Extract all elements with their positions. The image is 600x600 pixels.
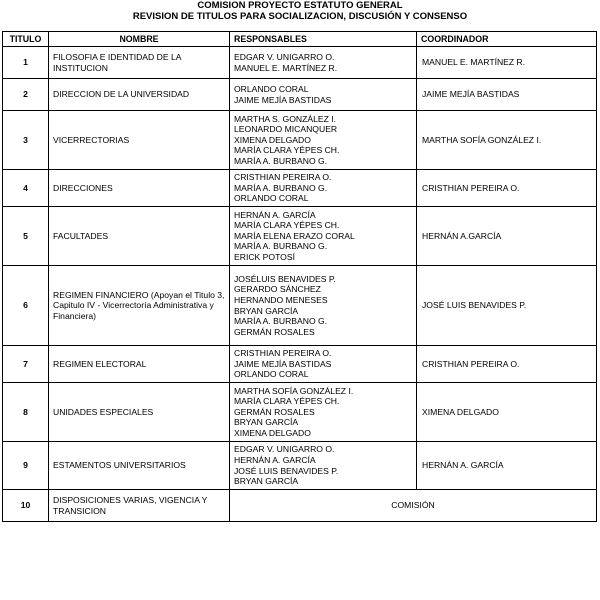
- header-coordinador: COORDINADOR: [417, 32, 597, 47]
- row-responsables: [230, 170, 417, 207]
- row-responsables: [230, 79, 417, 111]
- table-body: [3, 47, 597, 522]
- responsable-name: HERNÁN A. GARCÍA: [234, 454, 316, 465]
- row-coordinador: XIMENA DELGADO: [417, 383, 597, 442]
- row-name: DISPOSICIONES VARIAS, VIGENCIA Y TRANSICION: [49, 490, 230, 522]
- responsable-name: MARÍA A. BURBANO G.: [234, 182, 328, 193]
- row-coordinador: MARTHA SOFÍA GONZÁLEZ I.: [417, 111, 597, 170]
- row-number: 1: [3, 47, 49, 79]
- table-header-row: [3, 32, 597, 47]
- titles-table: [2, 31, 597, 522]
- responsable-name: CRISTHIAN PEREIRA O.: [234, 172, 332, 183]
- responsable-name: MARÍA A. BURBANO G.: [234, 316, 328, 327]
- responsable-name: MARTHA SOFÍA GONZÁLEZ I.: [234, 385, 354, 396]
- row-number: 6: [3, 266, 49, 346]
- row-number: 4: [3, 170, 49, 207]
- responsable-name: GERARDO SÁNCHEZ: [234, 284, 321, 295]
- row-responsables: [230, 111, 417, 170]
- row-coordinador: HERNÁN A.GARCÍA: [417, 207, 597, 266]
- responsable-name: LEONARDO MICANQUER: [234, 124, 338, 135]
- table-row: [3, 170, 597, 207]
- row-number: 8: [3, 383, 49, 442]
- table-row: [3, 346, 597, 383]
- row-responsables: [230, 266, 417, 346]
- responsable-name: MARÍA A. BURBANO G.: [234, 155, 328, 166]
- row-number: 3: [3, 111, 49, 170]
- row-coordinador: JOSÉ LUIS BENAVIDES P.: [417, 266, 597, 346]
- row-coordinador: CRISTHIAN PEREIRA O.: [417, 346, 597, 383]
- table-row: [3, 383, 597, 442]
- responsable-name: GERMÁN ROSALES: [234, 406, 315, 417]
- row-responsables: [230, 346, 417, 383]
- row-number: 9: [3, 442, 49, 490]
- table-row: [3, 111, 597, 170]
- responsable-name: JOSÉ LUIS BENAVIDES P.: [234, 465, 339, 476]
- row-responsables: [230, 442, 417, 490]
- row-name: ESTAMENTOS UNIVERSITARIOS: [49, 442, 230, 490]
- row-coordinador: JAIME MEJÍA BASTIDAS: [417, 79, 597, 111]
- responsable-name: MANUEL E. MARTÍNEZ R.: [234, 62, 338, 73]
- header-titulo: TITULO: [3, 32, 49, 47]
- table-row: [3, 266, 597, 346]
- responsable-name: MARÍA CLARA YÉPES CH.: [234, 220, 340, 231]
- document-heading: [0, 0, 600, 22]
- row-responsables: [230, 383, 417, 442]
- row-number: 10: [3, 490, 49, 522]
- responsable-name: ERICK POTOSÍ: [234, 251, 295, 262]
- row-coordinador: CRISTHIAN PEREIRA O.: [417, 170, 597, 207]
- row-name: DIRECCIONES: [49, 170, 230, 207]
- responsable-name: MARÍA A. BURBANO G.: [234, 241, 328, 252]
- row-number: 2: [3, 79, 49, 111]
- row-coordinador: HERNÁN A. GARCÍA: [417, 442, 597, 490]
- responsable-name: HERNANDO MENESES: [234, 294, 328, 305]
- responsable-name: JOSÉLUIS BENAVIDES P.: [234, 273, 336, 284]
- responsable-name: EDGAR V. UNIGARRO O.: [234, 51, 335, 62]
- row-coordinador: MANUEL E. MARTÍNEZ R.: [417, 47, 597, 79]
- row-name: DIRECCION DE LA UNIVERSIDAD: [49, 79, 230, 111]
- responsable-name: BRYAN GARCÍA: [234, 476, 299, 487]
- responsable-name: ORLANDO CORAL: [234, 193, 309, 204]
- row-number: 5: [3, 207, 49, 266]
- responsable-name: XIMENA DELGADO: [234, 134, 311, 145]
- responsable-name: HERNÁN A. GARCÍA: [234, 209, 316, 220]
- table-row: [3, 79, 597, 111]
- responsable-name: JAIME MEJÍA BASTIDAS: [234, 358, 332, 369]
- row-name: FACULTADES: [49, 207, 230, 266]
- responsable-name: JAIME MEJÍA BASTIDAS: [234, 94, 332, 105]
- row-responsables: [230, 47, 417, 79]
- responsable-name: CRISTHIAN PEREIRA O.: [234, 348, 332, 359]
- row-name: FILOSOFIA E IDENTIDAD DE LA INSTITUCION: [49, 47, 230, 79]
- responsable-name: EDGAR V. UNIGARRO O.: [234, 444, 335, 455]
- responsable-name: GERMÁN ROSALES: [234, 326, 315, 337]
- responsable-name: MARÍA ELENA ERAZO CORAL: [234, 230, 355, 241]
- document-subtitle: REVISION DE TITULOS PARA SOCIALIZACION, DISCUSIÓN Y CONSENSO: [132, 11, 468, 22]
- responsable-name: XIMENA DELGADO: [234, 427, 311, 438]
- header-responsables: RESPONSABLES: [230, 32, 417, 47]
- responsable-name: MARÍA CLARA YÉPES CH.: [234, 145, 340, 156]
- table-row-last: [3, 490, 597, 522]
- responsable-name: MARTHA S. GONZÁLEZ I.: [234, 113, 337, 124]
- row-name: REGIMEN FINANCIERO (Apoyan el Titulo 3, Capitulo IV - Vicerrectoría Administrativa y Financiera): [49, 266, 230, 346]
- responsable-name: MARÍA CLARA YÉPES CH.: [234, 396, 340, 407]
- table-row: [3, 47, 597, 79]
- row-responsables: [230, 207, 417, 266]
- header-nombre: NOMBRE: [49, 32, 230, 47]
- row-name: UNIDADES ESPECIALES: [49, 383, 230, 442]
- row-number: 7: [3, 346, 49, 383]
- responsable-name: BRYAN GARCÍA: [234, 417, 299, 428]
- responsable-name: ORLANDO CORAL: [234, 83, 309, 94]
- row-name: VICERRECTORIAS: [49, 111, 230, 170]
- row-name: REGIMEN ELECTORAL: [49, 346, 230, 383]
- table-row: [3, 442, 597, 490]
- table-row: [3, 207, 597, 266]
- document-title: COMISION PROYECTO ESTATUTO GENERAL: [197, 0, 403, 11]
- responsable-name: ORLANDO CORAL: [234, 369, 309, 380]
- responsable-name: BRYAN GARCÍA: [234, 305, 299, 316]
- row-merged-comision: COMISIÓN: [230, 490, 597, 522]
